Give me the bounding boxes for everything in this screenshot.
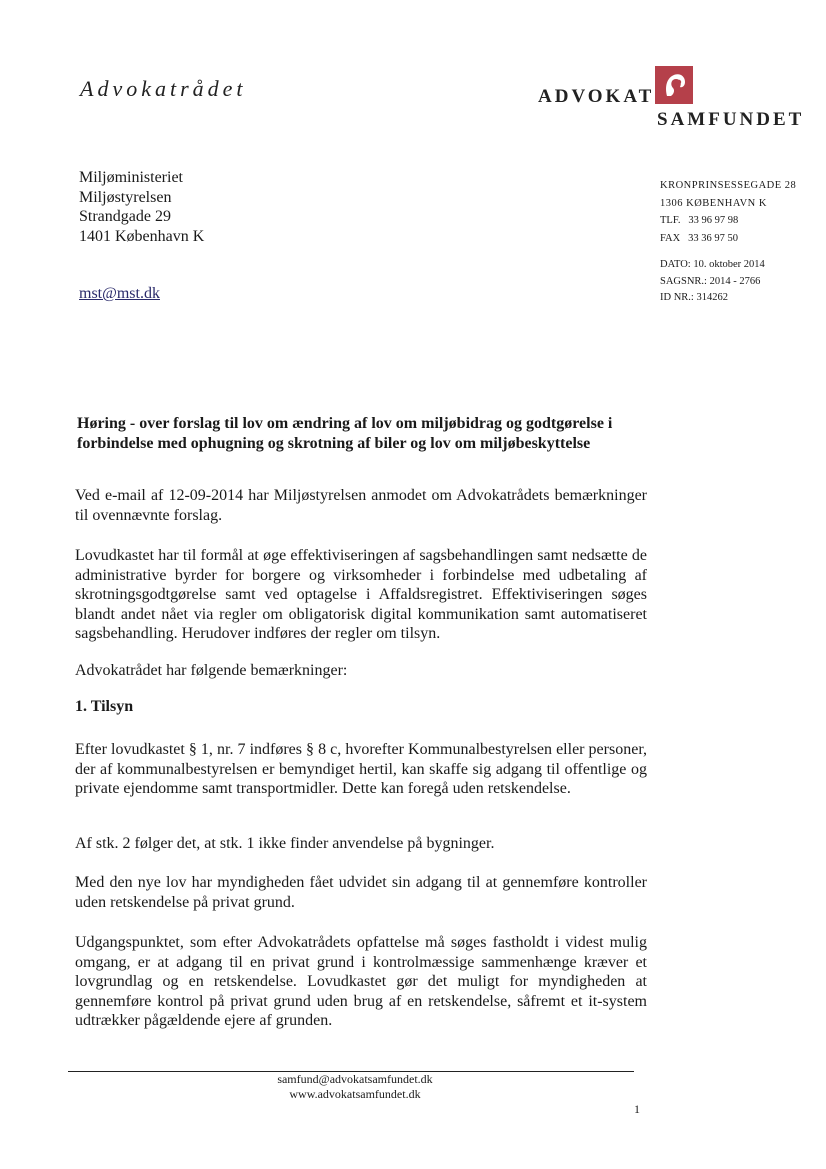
- letter-date: DATO: 10. oktober 2014: [660, 259, 765, 270]
- case-number: SAGSNR.: 2014 - 2766: [660, 275, 761, 287]
- phone-label: TLF.: [660, 215, 681, 226]
- footer-email[interactable]: samfund@advokatsamfundet.dk: [277, 1072, 433, 1086]
- fax-label: FAX: [660, 232, 681, 244]
- advokatraadet-title: Advokatrådet: [80, 76, 247, 101]
- fax-number: 33 36 97 50: [688, 232, 738, 244]
- sender-fax: [660, 230, 796, 248]
- paragraph-3: Advokatrådet har følgende bemærkninger:: [75, 662, 348, 679]
- paragraph-5: Af stk. 2 følger det, at stk. 1 ikke finder anvendelse på bygninger.: [75, 835, 495, 852]
- footer-website[interactable]: www.advokatsamfundet.dk: [289, 1087, 421, 1101]
- recipient-email-link[interactable]: mst@mst.dk: [79, 285, 160, 302]
- logo-text-samfundet: SAMFUNDET: [657, 109, 805, 130]
- letter-meta: [660, 257, 765, 307]
- logo-text-advokat: ADVOKAT: [538, 86, 655, 107]
- phone-number: 33 96 97 98: [688, 215, 739, 226]
- id-number: ID NR.: 314262: [660, 292, 728, 303]
- recipient-address: [79, 168, 204, 246]
- section-heading-tilsyn: 1. Tilsyn: [75, 698, 134, 715]
- sender-street: KRONPRINSESSEGADE 28: [660, 180, 797, 191]
- sender-city: 1306 KØBENHAVN K: [660, 197, 767, 209]
- recipient-line: Miljøstyrelsen: [79, 188, 172, 206]
- recipient-line: Strandgade 29: [79, 208, 171, 225]
- recipient-line: Miljøministeriet: [79, 169, 183, 186]
- page-number: 1: [634, 1102, 640, 1116]
- paragraph-7: Udgangspunktet, som efter Advokatrådets opfattelse må søges fastholdt i videst mulig omgang, er at adgang til en privat grund i kontrolmæssige sammenhænge kræver et lovgrundlag og en retskendelse. Lovudkastet gør det muligt for myndigheden at gennemføre kontrol på privat grund uden brug af en retskendelse, såfremt et it-system udtrækker pågældende ejere af grunden.: [75, 934, 647, 1029]
- paragraph-2: Lovudkastet har til formål at øge effektiviseringen af sagsbehandlingen samt nedsætte de administrative byrder for borgere og virksomheder i forbindelse med udbetaling af skrotningsgodtgørelse samt ved optagelse i Affaldsregistret. Effektiviseringen søges blandt andet nået via regler om obligatorisk digital kommunikation samt automatiseret sagsbehandling. Herudover indføres der regler om tilsyn.: [75, 547, 647, 642]
- sender-address: [660, 177, 796, 247]
- paragraph-6: Med den nye lov har myndigheden fået udvidet sin adgang til at gennemføre kontroller uden retskendelse på privat grund.: [75, 874, 647, 911]
- paragraph-1: Ved e-mail af 12-09-2014 har Miljøstyrelsen anmodet om Advokatrådets bemærkninger til ovennævnte forslag.: [75, 487, 647, 524]
- sender-phone: [660, 212, 796, 230]
- paragraph-4: Efter lovudkastet § 1, nr. 7 indføres § 8 c, hvorefter Kommunalbestyrelsen eller personer, der af kommunalbestyrelsen er bemyndiget hertil, kan skaffe sig adgang til offentlige og private ejendomme samt transportmidler. Dette kan foregå uden retskendelse.: [75, 741, 647, 797]
- letter-subject: Høring - over forslag til lov om ændring af lov om miljøbidrag og godtgørelse i forbindelse med ophugning og skrotning af biler og lov om miljøbeskyttelse: [77, 415, 613, 452]
- recipient-line: 1401 København K: [79, 227, 205, 245]
- advokatsamfundet-logo-icon: [655, 66, 693, 104]
